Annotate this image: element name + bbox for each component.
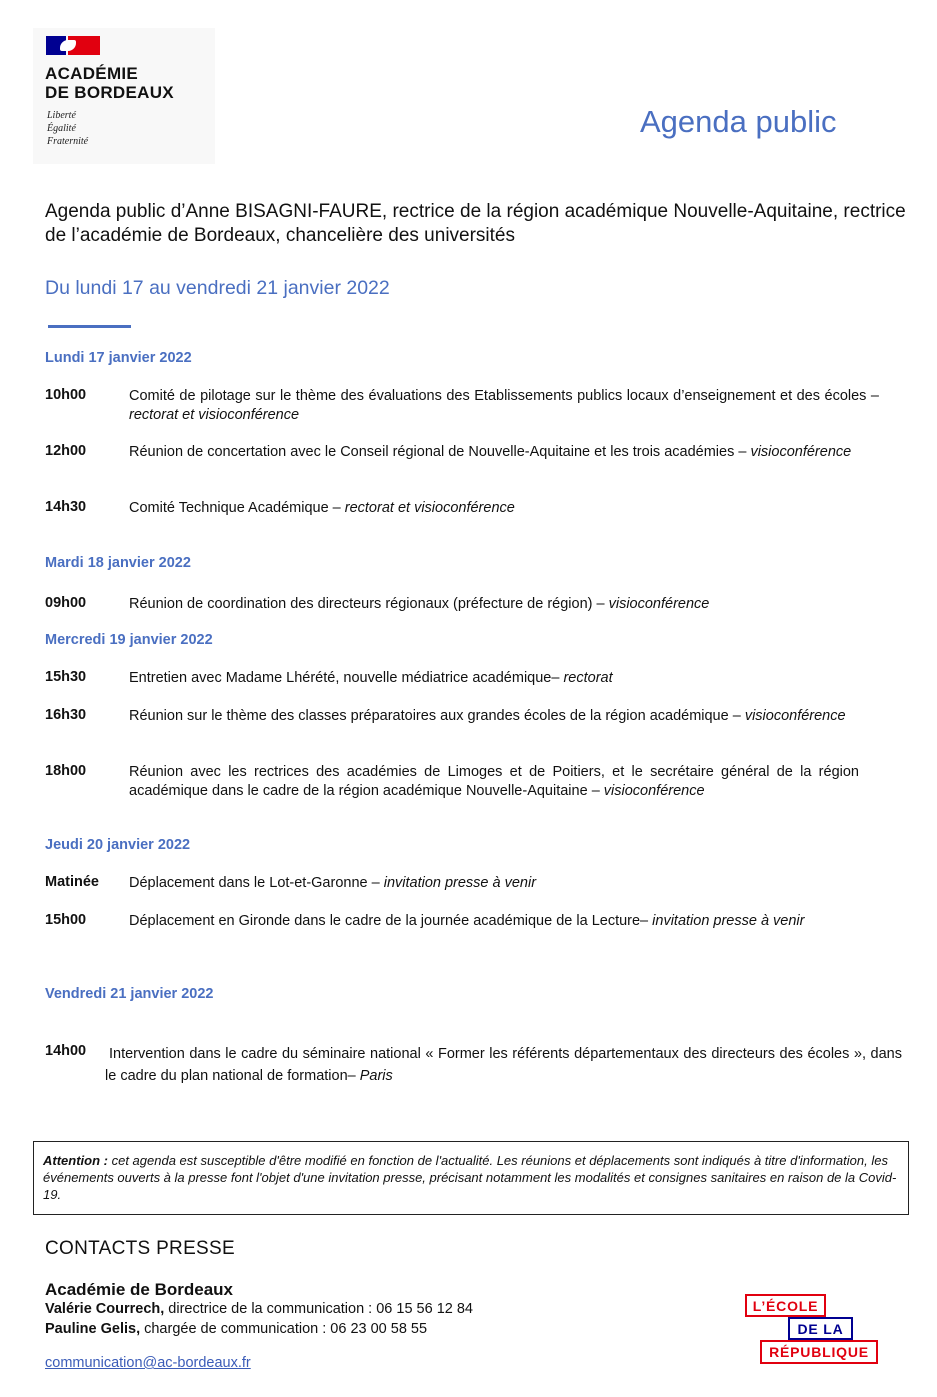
day-heading-mardi: Mardi 18 janvier 2022: [45, 555, 191, 571]
day-heading-lundi: Lundi 17 janvier 2022: [45, 350, 192, 366]
event-place: invitation presse à venir: [383, 875, 537, 891]
day-heading-jeudi: Jeudi 20 janvier 2022: [45, 837, 191, 853]
contact-role: chargée de communication : 06 23 00 58 55: [140, 1321, 428, 1337]
event-description: Réunion de coordination des directeurs régionaux (préfecture de région) – visioconférence: [129, 596, 710, 612]
day-heading-mercredi: Mercredi 19 janvier 2022: [45, 632, 213, 648]
contact-role: directrice de la communication : 06 15 56 12 84: [164, 1301, 473, 1317]
event-place: invitation presse à venir: [652, 913, 805, 929]
disclaimer-label: Attention :: [43, 1153, 108, 1168]
event-time: 15h00: [45, 912, 87, 928]
event-description: Réunion de concertation avec le Conseil régional de Nouvelle-Aquitaine et les trois académies – visioconférence: [129, 444, 852, 460]
event-description: Comité Technique Académique – rectorat et visioconférence: [129, 500, 515, 516]
contact-organization: Académie de Bordeaux: [45, 1280, 234, 1299]
contact-email-link[interactable]: communication@ac-bordeaux.fr: [45, 1355, 251, 1371]
document-title: Agenda public: [640, 104, 837, 139]
agenda-subtitle: Agenda public d’Anne BISAGNI-FAURE, rectrice de la région académique Nouvelle-Aquitaine, rectrice de l’académie de Bordeaux, chancelière des universités: [45, 201, 906, 246]
disclaimer-text: cet agenda est susceptible d'être modifié en fonction de l'actualité. Les réunions et déplacements sont indiqués à titre d'information, les événements ouverts à la presse font l'objet d'une invitation presse, précisant notamment les modalités et consignes sanitaires en raison de la Covid-19.: [43, 1153, 897, 1202]
event-description: Déplacement en Gironde dans le cadre de la journée académique de la Lecture– invitation presse à venir: [129, 913, 805, 929]
motto-egalite: Égalité: [47, 123, 76, 134]
event-description: Réunion sur le thème des classes préparatoires aux grandes écoles de la région académique – visioconférence: [129, 708, 846, 724]
event-place: rectorat et visioconférence: [129, 407, 300, 423]
event-place: visioconférence: [603, 783, 705, 799]
logo-line-2: DE BORDEAUX: [45, 83, 174, 102]
ecole-logo-line-1: L’ÉCOLE: [745, 1294, 826, 1317]
event-time: 18h00: [45, 763, 87, 779]
event-time: 10h00: [45, 387, 87, 403]
event-place: visioconférence: [750, 444, 852, 460]
event-place: Paris: [359, 1068, 393, 1084]
contact-person: [45, 1301, 473, 1317]
event-time: 14h00: [45, 1043, 87, 1059]
logo-line-1: ACADÉMIE: [45, 64, 139, 83]
day-heading-vendredi: Vendredi 21 janvier 2022: [45, 986, 214, 1002]
event-place: visioconférence: [608, 596, 710, 612]
event-description: Intervention dans le cadre du séminaire national « Former les référents départementaux des directeurs des écoles », dans le cadre du plan national de formation– Paris: [105, 1046, 902, 1084]
event-time: Matinée: [45, 874, 99, 890]
contact-name: Valérie Courrech,: [45, 1301, 165, 1317]
contacts-heading: CONTACTS PRESSE: [45, 1238, 235, 1259]
motto-liberte: Liberté: [47, 110, 76, 121]
event-place: visioconférence: [744, 708, 846, 724]
event-description: Entretien avec Madame Lhérété, nouvelle médiatrice académique– rectorat: [129, 670, 613, 686]
marianne-flag-icon: [46, 36, 100, 55]
contact-person: [45, 1321, 427, 1337]
contact-name: Pauline Gelis,: [45, 1321, 141, 1337]
accent-divider: [48, 325, 131, 328]
event-place: rectorat et visioconférence: [344, 500, 515, 516]
event-time: 12h00: [45, 443, 87, 459]
event-time: 14h30: [45, 499, 87, 515]
academie-logo: [33, 28, 215, 164]
event-time: 15h30: [45, 669, 87, 685]
date-range: Du lundi 17 au vendredi 21 janvier 2022: [45, 277, 390, 299]
event-time: 16h30: [45, 707, 87, 723]
event-description: Comité de pilotage sur le thème des évaluations des Etablissements publics locaux d’enseignement et des écoles – rectorat et visioconférence: [129, 388, 879, 423]
event-place: rectorat: [563, 670, 613, 686]
event-description: Déplacement dans le Lot-et-Garonne – invitation presse à venir: [129, 875, 537, 891]
ecole-logo-line-2: DE LA: [788, 1317, 853, 1340]
ecole-logo-line-3: RÉPUBLIQUE: [760, 1340, 878, 1364]
motto-fraternite: Fraternité: [47, 136, 89, 147]
event-description: Réunion avec les rectrices des académies de Limoges et de Poitiers, et le secrétaire général de la région académique dans le cadre de la région académique Nouvelle-Aquitaine – visioconférence: [129, 764, 859, 799]
disclaimer-box: [33, 1141, 909, 1215]
event-time: 09h00: [45, 595, 87, 611]
